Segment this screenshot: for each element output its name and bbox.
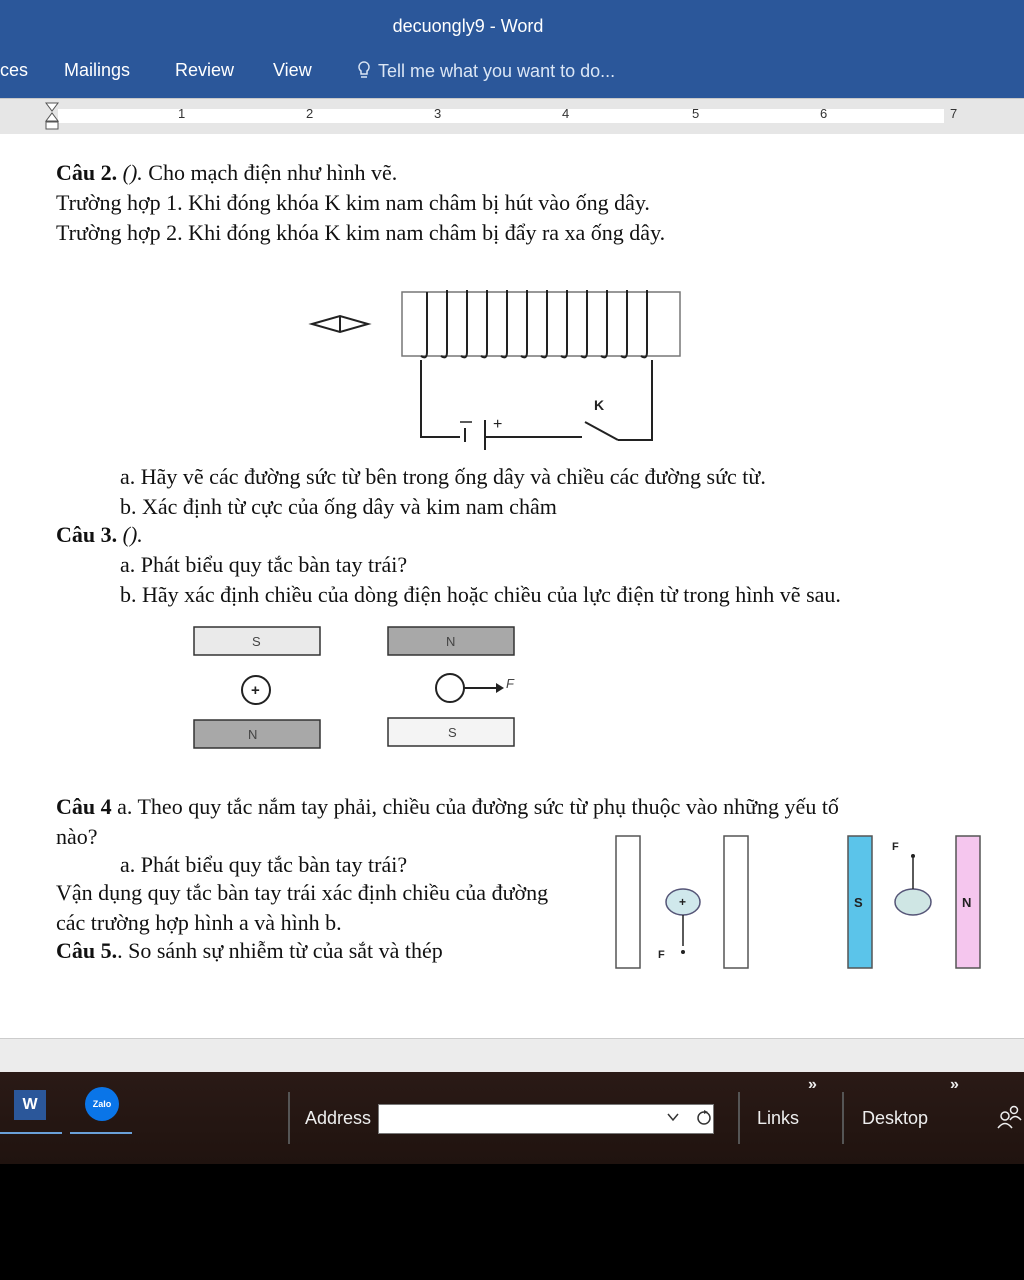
magnet-a-right [724,836,748,968]
ruler-number: 5 [692,106,700,121]
conductor-b [895,889,931,915]
magnet-b-s-label: S [854,895,863,910]
screen-bottom-bezel [0,1164,1024,1280]
battery-plus-label: + [493,416,503,433]
ruler-number: 1 [178,106,186,121]
force-figure [190,622,530,752]
tab-review[interactable]: Review [175,60,235,80]
title-bar [0,0,1024,52]
conductor-unknown [436,674,464,702]
question-4-apply-1: Vận dụng quy tắc bàn tay trái xác định chiều của đường [56,880,549,905]
question-3-points: (). [122,522,143,547]
window-title: decuongly9 - Word [392,16,544,36]
ruler-number: 7 [950,106,958,121]
wire-left [421,360,460,437]
tell-me-box[interactable] [356,60,615,82]
taskbar-word-button[interactable] [0,1082,62,1134]
word-icon: W [14,1090,46,1120]
figure-4b [842,834,988,970]
question-5-text: . So sánh sự nhiễm từ của sắt và thép [117,938,443,963]
ribbon-tabs [0,52,1024,98]
tab-mailings[interactable]: Mailings [64,60,131,80]
question-5-label: Câu 5. [56,938,118,963]
links-toolbar[interactable]: Links [757,1108,800,1128]
magnet-a-left [616,836,640,968]
address-input[interactable] [378,1104,714,1134]
circuit-diagram [300,282,700,462]
question-3-label: Câu 3. [56,522,118,547]
magnet-s-top-label: S [252,634,261,649]
refresh-icon[interactable] [694,1108,714,1128]
switch-k [585,422,618,440]
question-4a-text: a. Phát biểu quy tắc bàn tay trái? [120,852,408,877]
question-5-line [56,938,443,964]
ruler[interactable] [0,98,1024,135]
tell-me-text: Tell me what you want to do... [378,61,616,81]
solenoid-core [402,292,680,356]
indent-marker-icon[interactable] [44,101,62,131]
figure-4a [612,834,752,970]
force-label: F [506,676,514,691]
question-2b-text: b. Xác định từ cực của ống dây và kim nam châm [120,494,557,519]
question-4-text: a. Theo quy tắc nắm tay phải, chiều của đường sức từ phụ thuộc vào những yếu tố [117,794,839,819]
links-more-chevron-icon[interactable]: » [808,1076,817,1093]
toolbar-divider [288,1092,290,1144]
people-icon[interactable] [996,1104,1022,1132]
desktop-more-chevron-icon[interactable]: » [950,1076,959,1093]
question-4-apply-2: các trường hợp hình a và hình b. [56,910,342,935]
question-4-line [56,794,839,820]
zalo-icon: Zalo [85,1087,119,1121]
case-2-text: Trường hợp 2. Khi đóng khóa K kim nam châm bị đẩy ra xa ống dây. [56,220,666,245]
ruler-number: 6 [820,106,828,121]
question-2-points: (). [122,160,143,185]
toolbar-divider [842,1092,844,1144]
question-4-text-cont: nào? [56,824,98,849]
force-a-label: F [658,949,665,961]
magnet-n-bottom-label: N [248,727,258,742]
question-2a-text: a. Hãy vẽ các đường sức từ bên trong ống dây và chiều các đường sức từ. [120,464,766,489]
magnet-n-top-label: N [446,634,456,649]
ruler-number: 2 [306,106,314,121]
lightbulb-icon [356,60,372,80]
force-b-label: F [892,841,899,853]
circuit-k-label: K [594,397,605,413]
magnet-b-n-label: N [962,895,972,910]
desktop-toolbar[interactable]: Desktop [862,1108,929,1128]
wire-right [618,360,652,440]
ruler-number: 4 [562,106,570,121]
taskbar-zalo-button[interactable] [70,1082,132,1134]
conductor-a-plus: + [679,895,687,909]
chevron-down-icon[interactable] [666,1110,680,1124]
address-label: Address [305,1108,372,1128]
question-3a-text: a. Phát biểu quy tắc bàn tay trái? [120,552,408,577]
question-2-line [56,160,397,186]
toolbar-divider [738,1092,740,1144]
question-2-text: Cho mạch điện như hình vẽ. [148,160,398,185]
tab-view[interactable]: View [273,60,312,80]
ruler-track [58,109,944,123]
document-page[interactable] [0,134,1024,1038]
taskbar [0,1072,1024,1164]
case-1-text: Trường hợp 1. Khi đóng khóa K kim nam châm bị hút vào ống dây. [56,190,650,215]
question-3b-text: b. Hãy xác định chiều của dòng điện hoặc chiều của lực điện từ trong hình vẽ sau. [120,582,841,607]
magnet-s-bottom-label: S [448,725,457,740]
tab-references[interactable]: ces [0,60,29,80]
question-2-label: Câu 2. [56,160,118,185]
ruler-number: 3 [434,106,442,121]
conductor-plus-label: + [251,682,260,699]
page-gap [0,1038,1024,1073]
question-3-line [56,522,143,548]
question-4-label: Câu 4 [56,794,112,819]
